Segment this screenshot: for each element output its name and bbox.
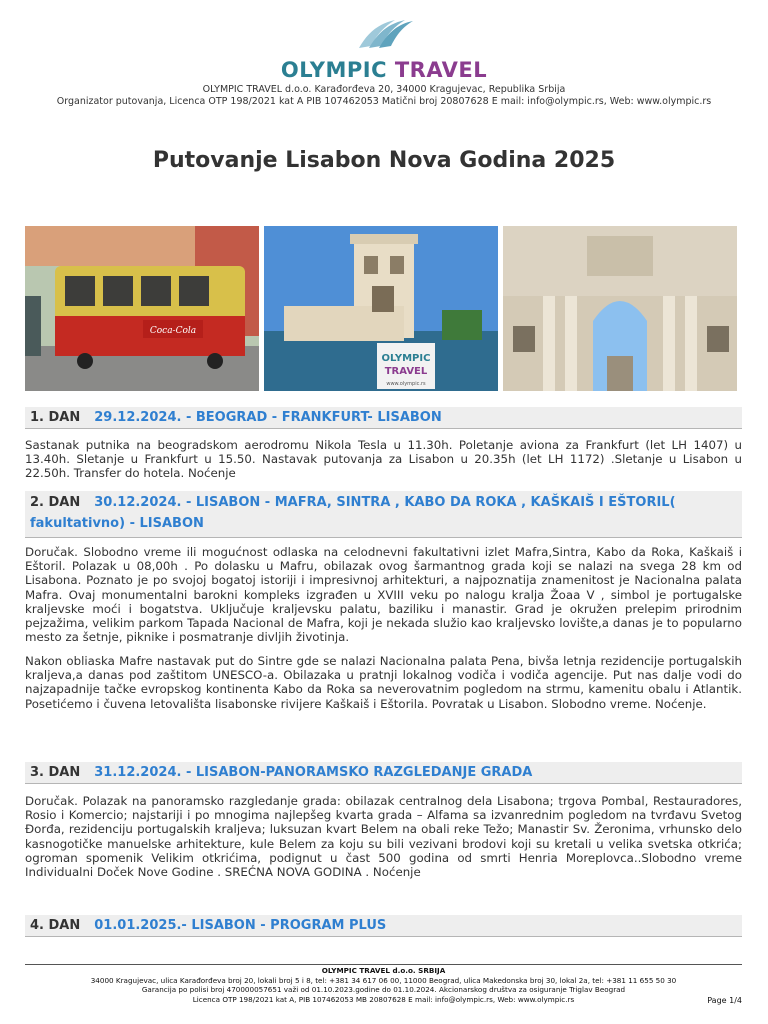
- day-2-description-2: Nakon obliaska Mafre nastavak put do Sintre gde se nalazi Nacionalna palata Pena, bivša letnja rezidencije portugalskih kraljeva,a danas pod zaštitom UNESCO-a. Obilazaka u pratnji lokalnog vodiča i vodiča agencije. Put nas dalje vodi do najzapadnije tačke evropskog kontinenta Kabo da Roka sa neverovatnim pogledom na strmu, kamenitu obalu i Atlantik. Posetićemo i čuvena letovališta lisabonske rivijere Kaškaiš i Eštorila. Povratak u Lisabon. Slobodno vreme. Noćenje.: [25, 654, 742, 711]
- logo-wordmark: [267, 58, 501, 82]
- tram-ad-text: Coca-Cola: [149, 326, 197, 336]
- day-title: 29.12.2024. - BEOGRAD - FRANKFURT- LISABON: [94, 410, 442, 425]
- logo-word-olympic: OLYMPIC: [280, 58, 388, 82]
- photo-belem-tower: [264, 226, 498, 391]
- day-number: 2. DAN: [30, 495, 81, 510]
- day-3-description: Doručak. Polazak na panoramsko razgledanje grada: obilazak centralnog dela Lisabona; trgova Pombal, Restauradores, Rosio i Komercio; najstariji i po mnogima najlepšeg kvarta grada – Alfama sa izvanrednim pogledom na tvrđavu Svetog Đorđa, rezidenciju portugalskih kraljeva; luksuzan kvart Belem na obali reke Težo; Manastir Sv. Žeronima, vrhunsko delo kasnogotičke manuelske arhitekture, kule Belem za koju su bili vezivani brodovi koji su kretali u velika svetska otkrića; ogroman spomenik Velikim otkrićima, podignut u čast 500 godina od smrti Henria Moreplovca..Slobodno vreme Individualni Doček Nove Godine . SREĆNA NOVA GODINA . Noćenje: [25, 794, 742, 880]
- svg-text:www.olympic.rs: www.olympic.rs: [386, 381, 426, 387]
- footer-license: Licenca OTP 198/2021 kat A, PIB 107462053 MB 20807628 E mail: info@olympic.rs, Web: www.olympic.rs: [192, 994, 575, 1004]
- letterhead: [0, 14, 768, 108]
- svg-text:TRAVEL: TRAVEL: [384, 366, 428, 377]
- day-2-description-1: Doručak. Slobodno vreme ili mogućnost odlaska na celodnevni fakultativni izlet Mafra,Sintra, Kabo da Roka, Kaškaiš i Eštoril. Polazak u 08,00h . Po dolasku u Mafru, obilazak ovog šarmantnog grada koji se nalazi na svega 28 km od Lisabona. Poznato je po svojoj bogatoj istoriji i impresivnoj arhitekturi, a najpoznatija znamenitost je Nacionalna palata Mafra. Ovaj monumentalni barokni kompleks izgrađen u XVIII veku po nalogu kralja Žoaa V , simbol je portugalske kraljevske moći i bogatstva. Uključuje kraljevsku palatu, baziliku i manastir. Grad je okružen prelepim prirodnim pejzažima, velikim parkom Tapada Nacional de Mafra, koji je nekada služio kao kraljevsko lovište,a danas je to popularno mesto za šetnje, piknike i posmatranje divljih životinja.: [25, 545, 742, 645]
- photo-tram: [25, 226, 259, 391]
- svg-text:OLYMPIC: OLYMPIC: [381, 353, 431, 364]
- footer-company: OLYMPIC TRAVEL d.o.o. SRBIJA: [321, 966, 446, 975]
- photo-arch: [503, 226, 737, 391]
- waves-logo-icon: [355, 16, 415, 50]
- day-number: 4. DAN: [30, 918, 81, 933]
- page-footer: [25, 964, 742, 1004]
- company-address: OLYMPIC TRAVEL d.o.o. Karađorđeva 20, 34000 Kragujevac, Republika Srbija: [202, 84, 566, 95]
- day-title: 31.12.2024. - LISABON-PANORAMSKO RAZGLEDANJE GRADA: [94, 765, 533, 780]
- day-4-header: [25, 915, 742, 937]
- day-1-description: Sastanak putnika na beogradskom aerodromu Nikola Tesla u 11.30h. Poletanje aviona za Frankfurt (let LH 1407) u 13.40h. Sletanje u Frankfurt u 15.50. Nastavak putovanja za Lisabon u 20.35h (let LH 1172) .Sletanje u Lisabon u 22.50h. Transfer do hotela. Noćenje: [25, 438, 742, 481]
- day-title: 30.12.2024. - LISABON - MAFRA, SINTRA , KABO DA ROKA , KAŠKAIŠ I EŠTORIL( fakultativno) - LISABON: [30, 495, 676, 531]
- footer-addresses: 34000 Kragujevac, ulica Karađorđeva broj 20, lokali broj 5 i 8, tel: +381 34 617 06 00, 11000 Beograd, ulica Makedonska broj 30, lokal 2a, tel: +381 11 655 50 30: [90, 975, 677, 985]
- license-line: Organizator putovanja, Licenca OTP 198/2021 kat A PIB 107462053 Matični broj 20807628 E mail: info@olympic.rs, Web: www.olympic.rs: [56, 96, 712, 107]
- day-3-header: [25, 762, 742, 784]
- day-1-header: [25, 407, 742, 429]
- day-2-header: [25, 491, 742, 538]
- day-title: 01.01.2025.- LISABON - PROGRAM PLUS: [94, 918, 387, 933]
- footer-guarantee: Garancija po polisi broj 470000057651 važi od 01.10.2023.godine do 01.10.2024. Akcionarskog društva za osiguranje Triglav Beograd: [141, 985, 626, 995]
- page-title: Putovanje Lisabon Nova Godina 2025: [152, 148, 616, 173]
- day-number: 3. DAN: [30, 765, 81, 780]
- logo-word-travel: TRAVEL: [394, 58, 488, 82]
- day-number: 1. DAN: [30, 410, 81, 425]
- photo-strip: [25, 226, 737, 391]
- olympic-travel-logo: [267, 14, 501, 84]
- page-number: Page 1/4: [707, 996, 742, 1005]
